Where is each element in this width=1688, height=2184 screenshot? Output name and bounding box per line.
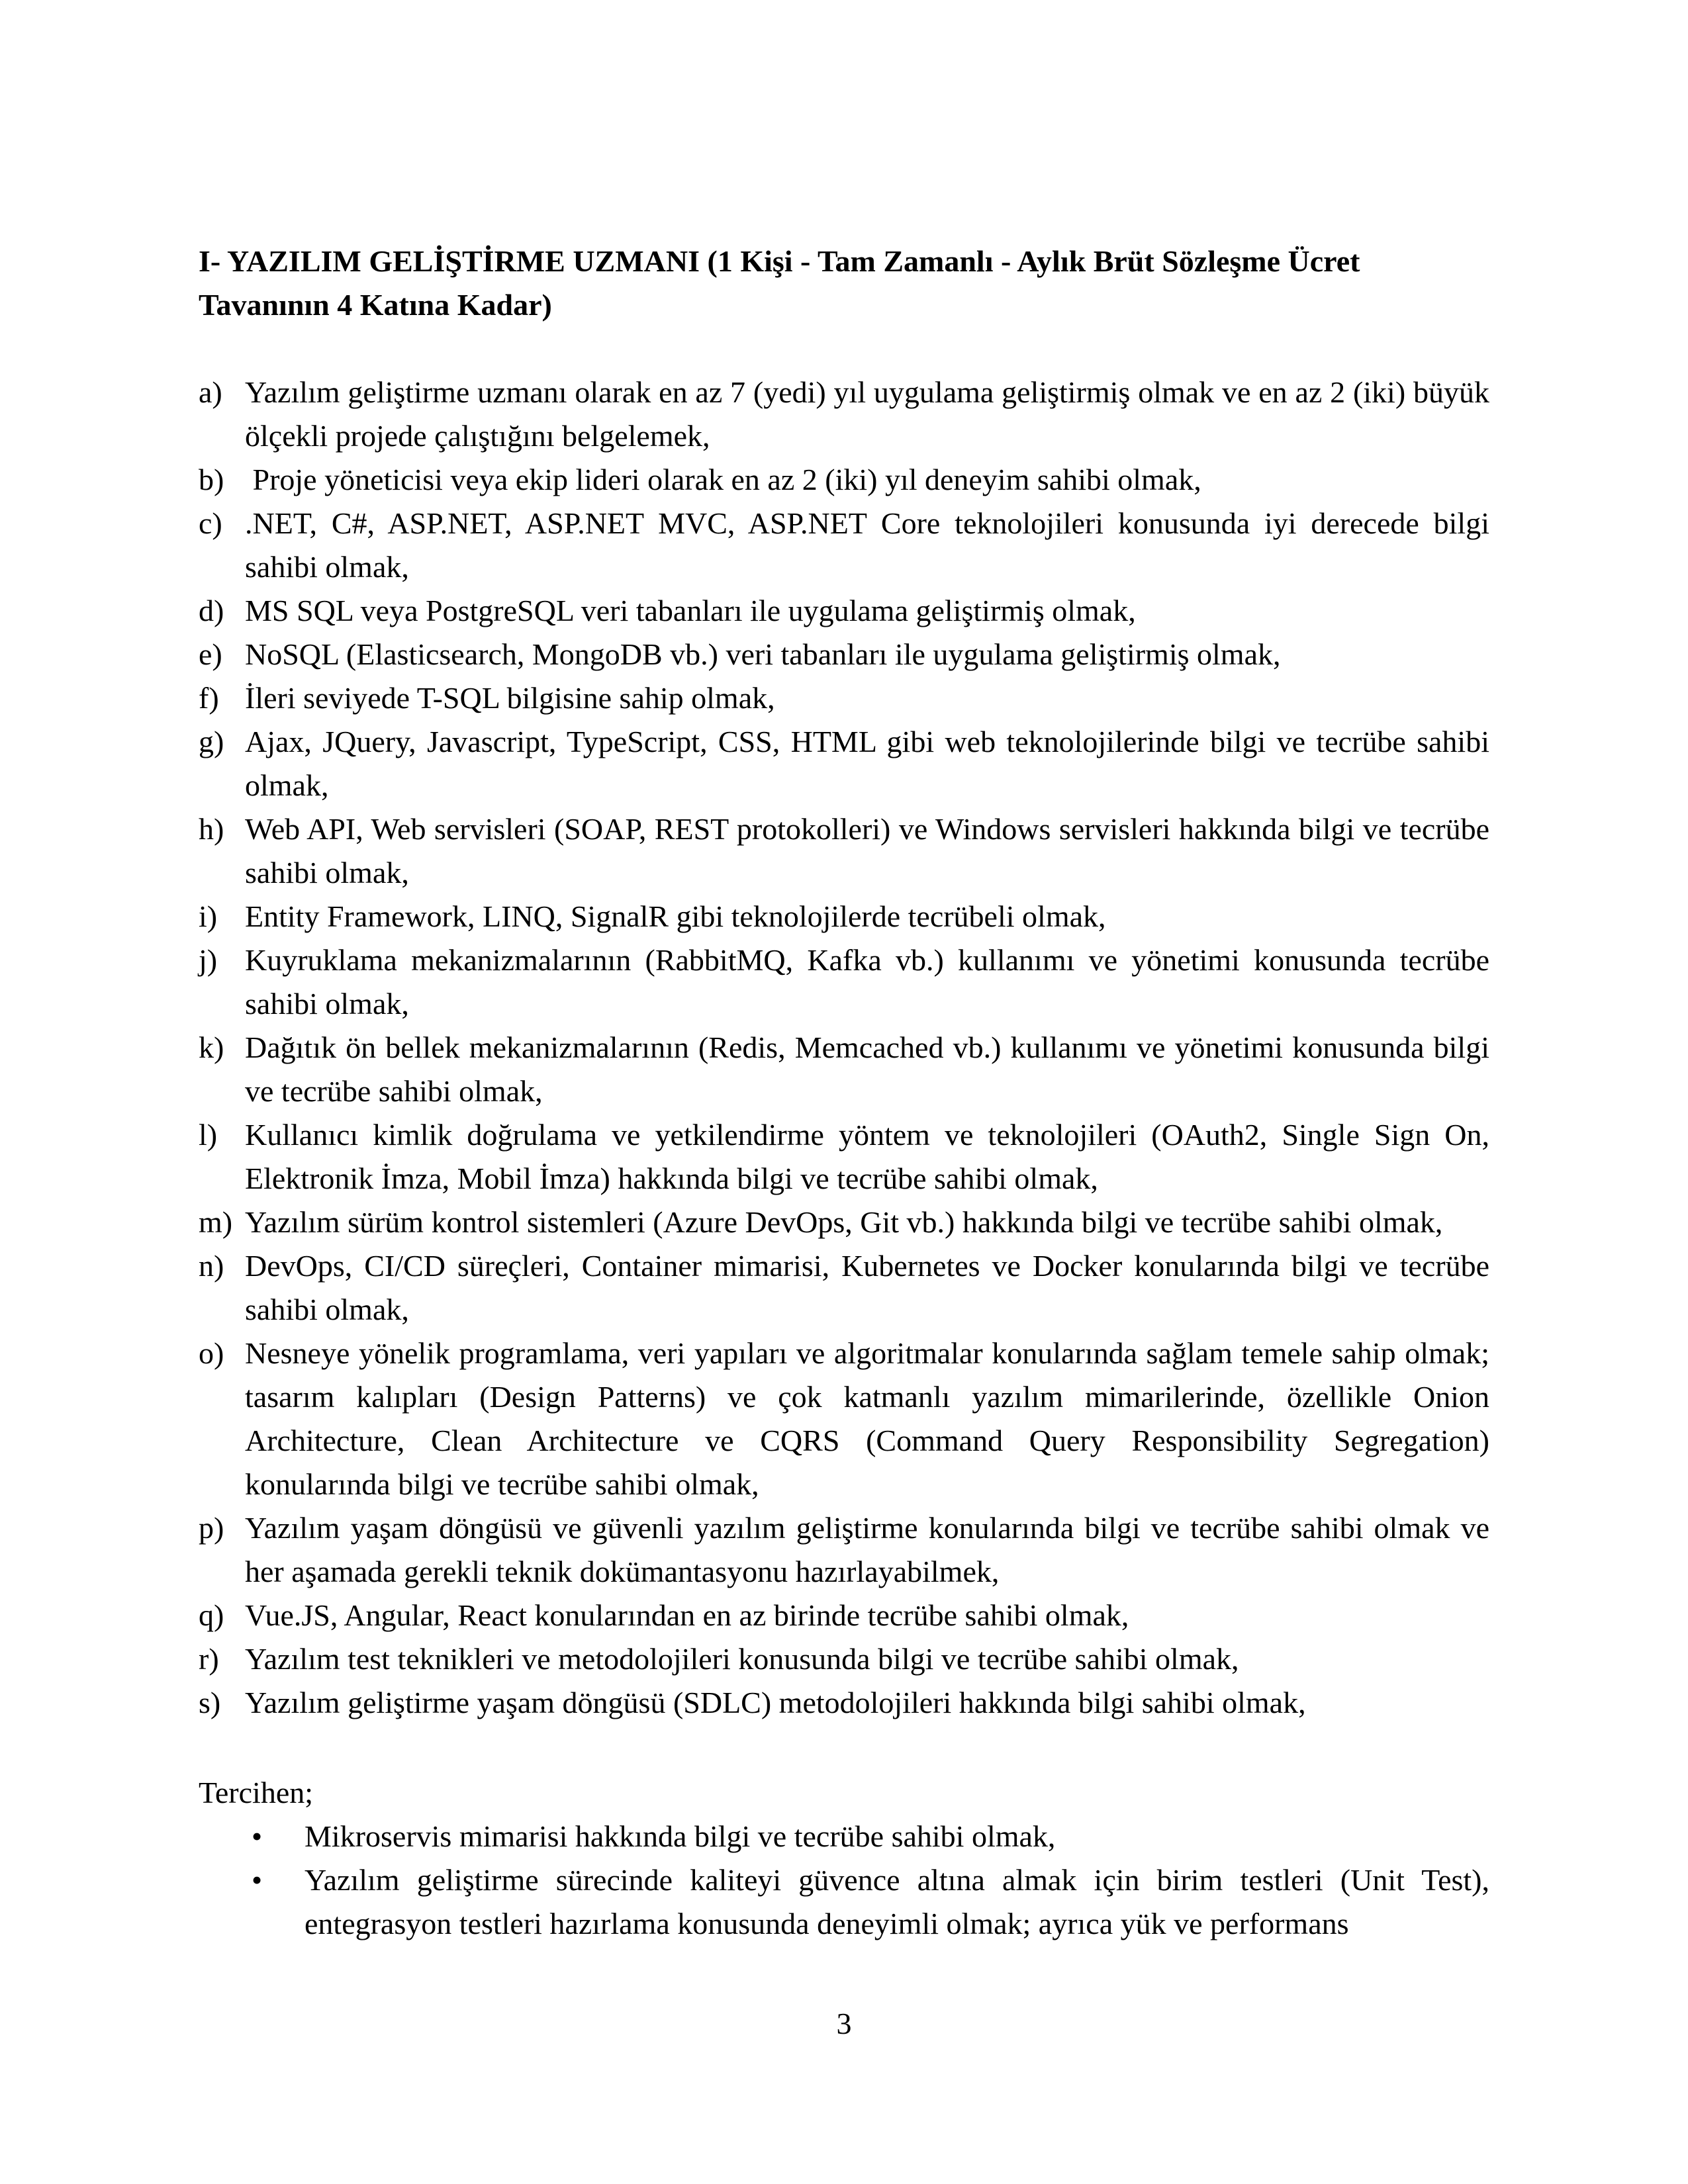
item-text: Entity Framework, LINQ, SignalR gibi teknolojilerde tecrübeli olmak, (245, 899, 1106, 933)
item-text: Ajax, JQuery, Javascript, TypeScript, CSS, HTML gibi web teknolojilerinde bilgi ve tecrübe sahibi olmak, (245, 725, 1489, 802)
item-label: p) (199, 1511, 224, 1545)
item-text: Proje yöneticisi veya ekip lideri olarak en az 2 (iki) yıl deneyim sahibi olmak, (245, 463, 1201, 496)
item-label: h) (199, 812, 224, 846)
requirement-item-p (199, 1506, 1489, 1594)
item-label: s) (199, 1686, 221, 1719)
item-text: Yazılım geliştirme yaşam döngüsü (SDLC) metodolojileri hakkında bilgi sahibi olmak, (245, 1686, 1306, 1719)
requirement-item-g (199, 720, 1489, 807)
document-content (199, 240, 1489, 1946)
requirement-item-j (199, 938, 1489, 1026)
item-label: o) (199, 1336, 224, 1370)
item-label: r) (199, 1642, 219, 1676)
item-label: n) (199, 1249, 224, 1283)
item-text: NoSQL (Elasticsearch, MongoDB vb.) veri tabanları ile uygulama geliştirmiş olmak, (245, 637, 1281, 671)
requirement-item-f (199, 676, 1489, 720)
item-label: j) (199, 943, 218, 977)
item-label: m) (199, 1205, 233, 1239)
page-number: 3 (836, 2007, 852, 2040)
item-label: b) (199, 463, 224, 496)
item-text: Web API, Web servisleri (SOAP, REST protokolleri) ve Windows servisleri hakkında bilgi ve tecrübe sahibi olmak, (245, 812, 1489, 889)
requirement-item-a (199, 371, 1489, 458)
preferred-item (199, 1858, 1489, 1946)
item-label: g) (199, 725, 224, 758)
item-text: Nesneye yönelik programlama, veri yapıları ve algoritmalar konularında sağlam temele sahip olmak; tasarım kalıpları (Design Patterns) ve çok katmanlı yazılım mimarilerinde, özellikle Onion Architecture, Clean Architecture ve CQRS (Command Query Responsibility Segregation) konularında bilgi ve tecrübe sahibi olmak, (245, 1336, 1489, 1501)
preferred-heading: Tercihen; (199, 1776, 314, 1809)
item-text: MS SQL veya PostgreSQL veri tabanları ile uygulama geliştirmiş olmak, (245, 594, 1136, 627)
requirement-item-n (199, 1244, 1489, 1332)
item-text: Kuyruklama mekanizmalarının (RabbitMQ, Kafka vb.) kullanımı ve yönetimi konusunda tecrübe sahibi olmak, (245, 943, 1489, 1021)
requirement-item-d (199, 589, 1489, 633)
requirement-item-h (199, 807, 1489, 895)
item-label: k) (199, 1030, 224, 1064)
preferred-item-text: Mikroservis mimarisi hakkında bilgi ve tecrübe sahibi olmak, (305, 1819, 1056, 1853)
item-label: d) (199, 594, 224, 627)
preferred-item-text: Yazılım geliştirme sürecinde kaliteyi güvence altına almak için birim testleri (Unit Test), entegrasyon testleri hazırlama konusunda deneyimli olmak; ayrıca yük ve performans (305, 1863, 1489, 1940)
requirement-item-s (199, 1681, 1489, 1725)
item-text: Yazılım test teknikleri ve metodolojileri konusunda bilgi ve tecrübe sahibi olmak, (245, 1642, 1239, 1676)
item-label: a) (199, 375, 222, 409)
requirement-item-l (199, 1113, 1489, 1201)
item-label: i) (199, 899, 218, 933)
item-text: Dağıtık ön bellek mekanizmalarının (Redis, Memcached vb.) kullanımı ve yönetimi konusunda bilgi ve tecrübe sahibi olmak, (245, 1030, 1489, 1108)
requirement-item-b (199, 458, 1489, 502)
item-text: Kullanıcı kimlik doğrulama ve yetkilendirme yöntem ve teknolojileri (OAuth2, Single Sign On, Elektronik İmza, Mobil İmza) hakkında bilgi ve tecrübe sahibi olmak, (245, 1118, 1489, 1195)
requirement-item-o (199, 1332, 1489, 1506)
requirement-item-i (199, 895, 1489, 938)
item-label: c) (199, 506, 222, 540)
item-text: Yazılım yaşam döngüsü ve güvenli yazılım geliştirme konularında bilgi ve tecrübe sahibi olmak ve her aşamada gerekli teknik dokümantasyonu hazırlayabilmek, (245, 1511, 1489, 1588)
preferred-list (199, 1815, 1489, 1946)
requirement-item-e (199, 633, 1489, 676)
requirement-item-c (199, 502, 1489, 589)
item-label: f) (199, 681, 219, 715)
item-text: Vue.JS, Angular, React konularından en az birinde tecrübe sahibi olmak, (245, 1598, 1129, 1632)
item-text: .NET, C#, ASP.NET, ASP.NET MVC, ASP.NET Core teknolojileri konusunda iyi derecede bilgi sahibi olmak, (245, 506, 1489, 584)
item-text: DevOps, CI/CD süreçleri, Container mimarisi, Kubernetes ve Docker konularında bilgi ve tecrübe sahibi olmak, (245, 1249, 1489, 1326)
requirement-item-k (199, 1026, 1489, 1113)
requirement-item-m (199, 1201, 1489, 1244)
requirement-item-r (199, 1637, 1489, 1681)
preferred-item (199, 1815, 1489, 1858)
item-text: Yazılım sürüm kontrol sistemleri (Azure DevOps, Git vb.) hakkında bilgi ve tecrübe sahibi olmak, (245, 1205, 1443, 1239)
bullet-icon: • (252, 1863, 263, 1897)
section-title: I- YAZILIM GELİŞTİRME UZMANI (1 Kişi - Tam Zamanlı - Aylık Brüt Sözleşme Ücret Tavanının 4 Katına Kadar) (199, 244, 1360, 322)
item-text: İleri seviyede T-SQL bilgisine sahip olmak, (245, 681, 775, 715)
item-label: q) (199, 1598, 224, 1632)
requirements-list (199, 371, 1489, 1725)
item-label: l) (199, 1118, 218, 1152)
item-label: e) (199, 637, 222, 671)
requirement-item-q (199, 1594, 1489, 1637)
bullet-icon: • (252, 1819, 263, 1853)
item-text: Yazılım geliştirme uzmanı olarak en az 7 (yedi) yıl uygulama geliştirmiş olmak ve en az 2 (iki) büyük ölçekli projede çalıştığını belgelemek, (245, 375, 1489, 453)
